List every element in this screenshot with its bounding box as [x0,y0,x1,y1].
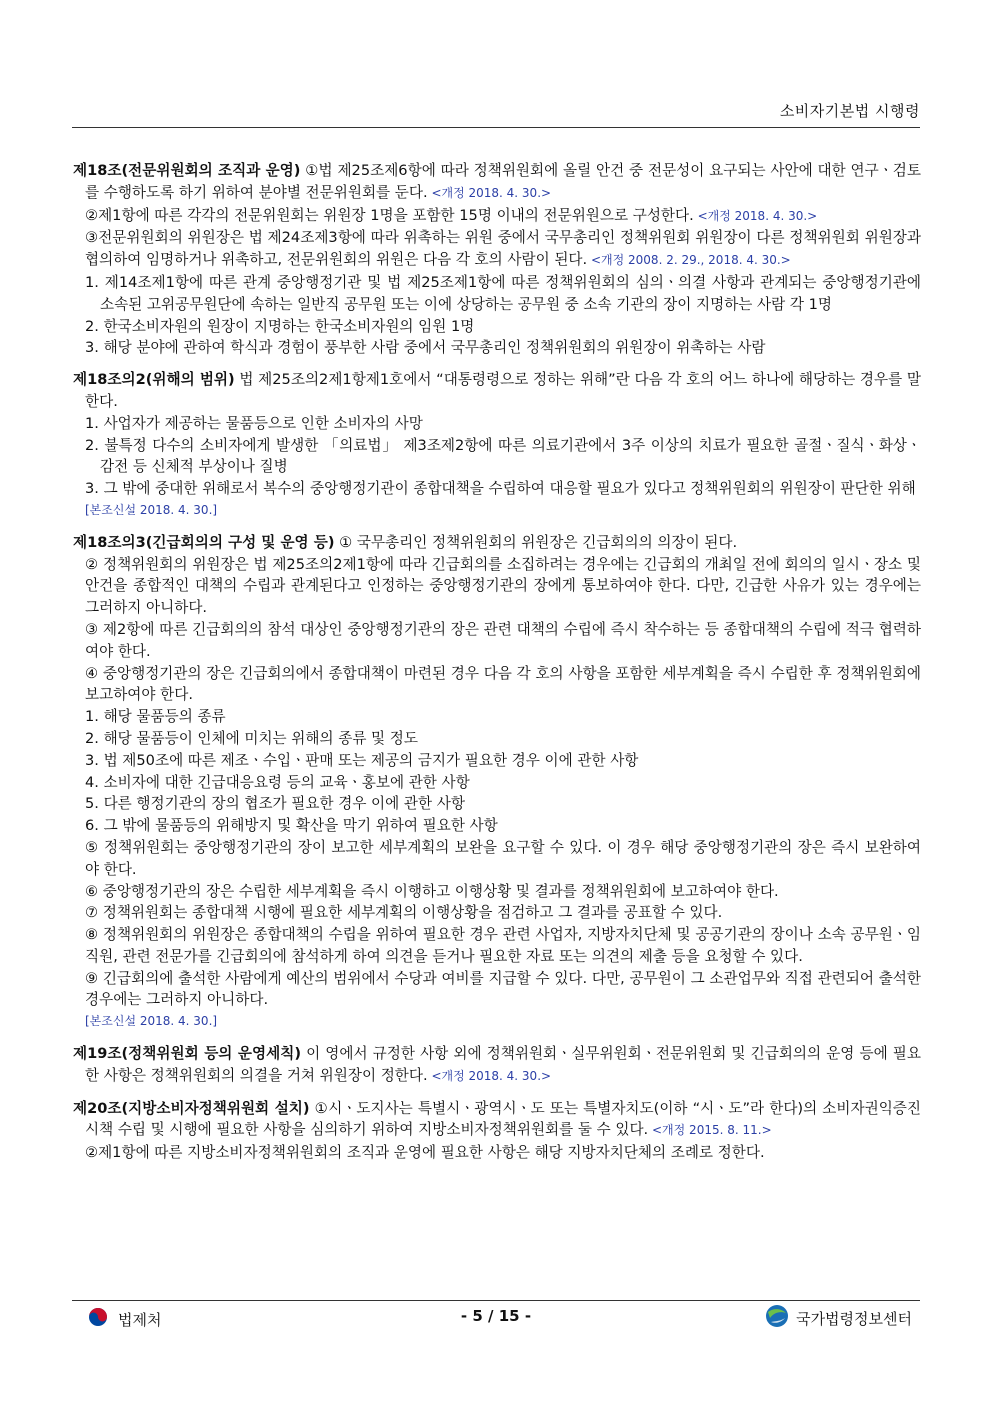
list-item: 1. 사업자가 제공하는 물품등으로 인한 소비자의 사망 [85,414,423,432]
paragraph: ⑥ 중앙행정기관의 장은 수립한 세부계획을 즉시 이행하고 이행상황 및 결과를 정책위원회에 보고하여야 한다. [85,882,779,900]
paragraph: ②제1항에 따른 지방소비자정책위원회의 조직과 운영에 필요한 사항은 해당 지방자치단체의 조례로 정한다. [85,1144,765,1162]
article-heading: 제18조의2(위해의 범위) [73,371,235,389]
paragraph-text: 법 제25조의2제1항제1호에서 “대통령령으로 정하는 위해”란 다음 각 호의 어느 하나에 해당하는 경우를 말한다. [85,371,921,410]
list-item: 1. 제14조제1항에 따른 관계 중앙행정기관 및 법 제25조제1항에 따른 정책위원회의 심의ㆍ의결 사항과 관계되는 중앙행정기관에 소속된 고위공무원단에 속하는 일반직 공무원 또는 이에 상당하는 공무원 중 소속 기관의 장이 지명하는 사람 각 1명 [85,273,921,313]
paragraph: ⑨ 긴급회의에 출석한 사람에게 예산의 범위에서 수당과 여비를 지급할 수 있다. 다만, 공무원이 그 소관업무와 직접 관련되어 출석한 경우에는 그러하지 아니하다. [85,969,921,1009]
article-heading: 제18조(전문위원회의 조직과 운영) [73,162,301,179]
source-label: 국가법령정보센터 [796,1309,912,1328]
paragraph: ③ 제2항에 따른 긴급회의의 참석 대상인 중앙행정기관의 장은 관련 대책의 수립에 즉시 착수하는 등 종합대책의 수립에 적극 협력하여야 한다. [85,620,921,660]
list-item: 5. 다른 행정기관의 장의 협조가 필요한 경우 이에 관한 사항 [85,795,465,813]
page-number: - 5 / 15 - [460,1307,532,1325]
revision-note: [본조신설 2018. 4. 30.] [85,502,218,517]
paragraph-text: 이 영에서 규정한 사항 외에 정책위원회ㆍ실무위원회ㆍ전문위원회 및 긴급회의의 운영 등에 필요한 사항은 정책위원회의 의결을 거쳐 위원장이 정한다. [85,1045,921,1084]
article-19 [73,1043,921,1088]
list-item: 2. 한국소비자원의 원장이 지명하는 한국소비자원의 임원 1명 [85,317,475,335]
header-divider [72,127,920,128]
footer-source [764,1303,912,1333]
list-item: 2. 불특정 다수의 소비자에게 발생한 「의료법」 제3조제2항에 따른 의료기관에서 3주 이상의 치료가 필요한 골절ㆍ질식ㆍ화상ㆍ감전 등 신체적 부상이나 질병 [85,436,921,476]
document-title: 소비자기본법 시행령 [779,102,920,120]
footer-divider [72,1300,920,1301]
article-18-2 [73,369,921,413]
paragraph: ④ 중앙행정기관의 장은 긴급회의에서 종합대책이 마련된 경우 다음 각 호의 사항을 포함한 세부계획을 즉시 수립한 후 정책위원회에 보고하여야 한다. [85,664,921,704]
list-item: 3. 그 밖에 중대한 위해로서 복수의 중앙행정기관이 종합대책을 수립하여 대응할 필요가 있다고 정책위원회의 위원장이 판단한 위해 [85,480,916,498]
revision-note: <개정 2018. 4. 30.> [427,185,552,200]
article-18-3 [73,532,921,554]
paragraph-text: ①시ㆍ도지사는 특별시ㆍ광역시ㆍ도 또는 특별자치도(이하 “시ㆍ도”라 한다)의 소비자권익증진시책 수립 및 시행에 필요한 사항을 심의하기 위하여 지방소비자정책위원회를 둘 수 있다. [85,1099,921,1139]
list-item: 1. 해당 물품등의 종류 [85,708,226,726]
list-item: 3. 법 제50조에 따른 제조ㆍ수입ㆍ판매 또는 제공의 금지가 필요한 경우 이에 관한 사항 [85,751,639,769]
paragraph-text: ③전문위원회의 위원장은 법 제24조제3항에 따라 위촉하는 위원 중에서 국무총리인 정책위원회 위원장이 다른 정책위원회 위원장과 협의하여 임명하거나 위촉하고, 전문위원회의 위원은 다음 각 호의 사람이 된다. [85,229,921,269]
list-item: 3. 해당 분야에 관하여 학식과 경험이 풍부한 사람 중에서 국무총리인 정책위원회의 위원장이 위촉하는 사람 [85,339,766,357]
paragraph: ⑦ 정책위원회는 종합대책 시행에 필요한 세부계획의 이행상황을 점검하고 그 결과를 공표할 수 있다. [85,904,723,922]
list-item: 2. 해당 물품등이 인체에 미치는 위해의 종류 및 정도 [85,729,418,747]
document-body [73,160,921,1164]
article-20 [73,1098,921,1143]
paragraph [73,227,921,272]
paragraph-text: ②제1항에 따른 각각의 전문위원회는 위원장 1명을 포함한 15명 이내의 전문위원으로 구성한다. [85,206,694,224]
paragraph: ⑤ 정책위원회는 중앙행정기관의 장이 보고한 세부계획의 보완을 요구할 수 있다. 이 경우 해당 중앙행정기관의 장은 즉시 보완하여야 한다. [85,838,921,878]
paragraph: ⑧ 정책위원회의 위원장은 종합대책의 수립을 위하여 필요한 경우 관련 사업자, 지방자치단체 및 공공기관의 장이나 소속 공무원ㆍ임직원, 관련 전문가를 긴급회의에 참석하게 하여 의견을 듣거나 필요한 자료 또는 의견의 제출 등을 요청할 수 있다. [85,926,921,965]
list-item: 4. 소비자에 대한 긴급대응요령 등의 교육ㆍ홍보에 관한 사항 [85,773,470,791]
revision-note: <개정 2008. 2. 29., 2018. 4. 30.> [587,253,791,268]
article-heading: 제18조의3(긴급회의의 구성 및 운영 등) [73,533,335,551]
paragraph: ② 정책위원회의 위원장은 법 제25조의2제1항에 따라 긴급회의를 소집하려는 경우에는 긴급회의 개최일 전에 회의의 일시ㆍ장소 및 안건을 종합적인 대책의 수립과 관계된다고 인정하는 중앙행정기관의 장에게 통보하여야 한다. 다만, 긴급한 사유가 있는 경우에는 그러하지 아니하다. [85,555,921,617]
globe-logo-icon [764,1303,790,1333]
paragraph [73,205,921,228]
revision-note: <개정 2015. 8. 11.> [648,1123,772,1138]
paragraph-text: ① 국무총리인 정책위원회의 위원장은 긴급회의의 의장이 된다. [334,533,738,551]
revision-note: <개정 2018. 4. 30.> [427,1068,552,1083]
revision-note: [본조신설 2018. 4. 30.] [85,1014,218,1029]
list-item: 6. 그 밖에 물품등의 위해방지 및 확산을 막기 위하여 필요한 사항 [85,817,498,835]
publisher-label: 법제처 [118,1310,162,1329]
article-heading: 제19조(정책위원회 등의 운영세칙) [73,1045,301,1063]
article-heading: 제20조(지방소비자정책위원회 설치) [73,1099,310,1117]
article-18 [73,160,921,205]
paragraph-text: ①법 제25조제6항에 따라 정책위원회에 올릴 안건 중 전문성이 요구되는 사안에 대한 연구ㆍ검토를 수행하도록 하기 위하여 분야별 전문위원회를 둔다. [85,162,922,201]
revision-note: <개정 2018. 4. 30.> [693,208,818,223]
